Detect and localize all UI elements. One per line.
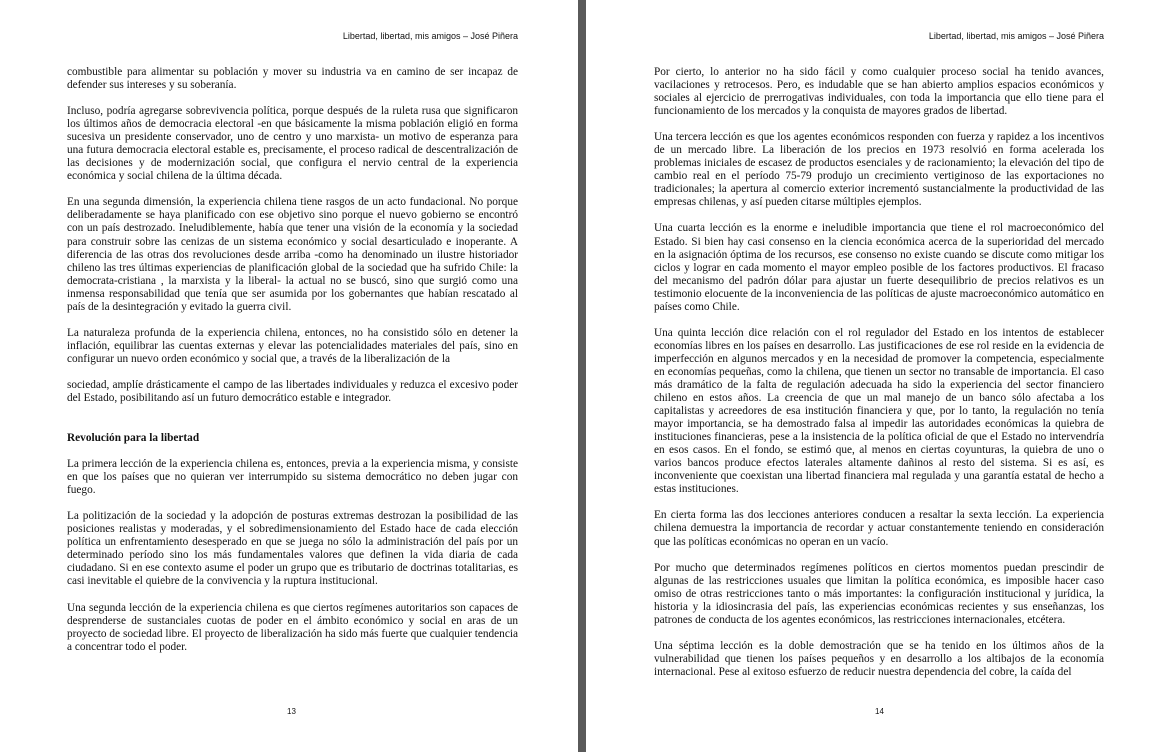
paragraph: Una segunda lección de la experiencia chilena es que ciertos regímenes autoritarios son capaces de desprenderse de sustanciales cuotas de poder en el ámbito económico y social en aras de un proyecto de sociedad libre. El proyecto de liberalización ha sido más fuerte que cualquier tendencia a concentrar todo el poder. bbox=[67, 601, 518, 653]
section-heading: Revolución para la libertad bbox=[67, 432, 200, 445]
paragraph: En cierta forma las dos lecciones anteriores conducen a resaltar la sexta lección. La experiencia chilena demuestra la importancia de recordar y actuar constantemente teniendo en consideración que las políticas económicas no operan en un vacío. bbox=[654, 509, 1104, 548]
paragraph: Incluso, podría agregarse sobrevivencia política, porque después de la ruleta rusa que significaron los últimos años de democracia electoral -en que básicamente la misma población eligió en forma sucesiva un presidente conservador, uno de centro y uno marxista- un motivo de esperanza para una futura democracia electoral estable es, precisamente, el proceso radical de descentralización de las decisiones y de modernización social, que configura el nervio central de la experiencia económica y social chilena de la última década. bbox=[67, 105, 518, 183]
page-number: 14 bbox=[875, 707, 884, 716]
paragraph: Por mucho que determinados regímenes políticos en ciertos momentos puedan prescindir de algunas de las restricciones usuales que limitan la política económica, es imposible hacer caso omiso de otras restricciones tanto o más importantes: la configuración institucional y jurídica, la historia y la idiosincrasia del país, las experiencias económicas recientes y sus enseñanzas, los patrones de conducta de los agentes económicos, las restricciones internacionales, etcétera. bbox=[654, 561, 1104, 626]
page-number: 13 bbox=[287, 707, 296, 716]
paragraph: Una quinta lección dice relación con el rol regulador del Estado en los intentos de establecer economías libres en los países en desarrollo. Las justificaciones de ese rol reside en la evidencia de imperfección en algunos mercados y en la necesidad de promover la competencia, especialmente en economías pequeñas, como la chilena, que tienen un sector no transable de importancia. El caso más dramático de la falta de regulación adecuada ha sido la experiencia del sector financiero chileno en estos años. La creencia de que un mal manejo de un banco sólo afectaba a los capitalistas y acreedores de esa institución financiera y que, por lo tanto, la regulación no tenía mayor importancia, se ha demostrado falsa al impedir las autoridades económicas la quiebra de instituciones financieras, pese a la insistencia de la política oficial de que el Estado no intervendría en esos casos. En el fondo, se estimó que, al menos en ciertas coyunturas, la quiebra de uno o varios bancos produce efectos laterales altamente dañinos al resto del sistema. Si es así, es inconveniente que coexistan una libertad financiera mal regulada y una garantía estatal de hecho a estas instituciones. bbox=[654, 326, 1104, 496]
paragraph: La primera lección de la experiencia chilena es, entonces, previa a la experiencia misma, y consiste en que los países que no quieran ver interrumpido su sistema democrático no deben jugar con fuego. bbox=[67, 458, 518, 497]
paragraph: combustible para alimentar su población y mover su industria va en camino de ser incapaz de defender sus intereses y su soberanía. bbox=[67, 66, 518, 92]
document-page-left bbox=[0, 0, 578, 752]
paragraph: Una cuarta lección es la enorme e ineludible importancia que tiene el rol macroeconómico del Estado. Si bien hay casi consenso en la ciencia económica acerca de la superioridad del mercado en la asignación óptima de los recursos, ese consenso no existe cuando se discute como mitigar los ciclos y lograr en cada momento el mayor empleo posible de los factores productivos. El fracaso del mecanismo del padrón dólar para ajustar un fuerte desequilibrio de precios relativos es un testimonio elocuente de la inconveniencia de las políticas de ajuste macroeconómico automático en países como Chile. bbox=[654, 222, 1104, 313]
paragraph: sociedad, amplíe drásticamente el campo de las libertades individuales y reduzca el excesivo poder del Estado, posibilitando así un futuro democrático estable e integrador. bbox=[67, 378, 518, 404]
page-body bbox=[67, 66, 518, 667]
page-divider bbox=[578, 0, 586, 752]
page-header: Libertad, libertad, mis amigos – José Piñera bbox=[342, 31, 518, 41]
paragraph: La politización de la sociedad y la adopción de posturas extremas destrozan la posibilidad de las posiciones realistas y moderadas, y el sobredimensionamiento del Estado hace de cada elección política un enfrentamiento desesperado en que se juega no sólo la administración del país por un determinado período sino los más fundamentales valores que definen la vida diaria de cada ciudadano. Si en ese contexto asume el poder un grupo que es tributario de doctrinas totalitarias, es casi inevitable el quiebre de la convivencia y la ruptura institucional. bbox=[67, 510, 518, 588]
paragraph: Una séptima lección es la doble demostración que se ha tenido en los últimos años de la vulnerabilidad que tienen los países pequeños y en desarrollo a los altibajos de la economía internacional. Pese al exitoso esfuerzo de reducir nuestra dependencia del cobre, la caída del bbox=[654, 639, 1104, 678]
paragraph: En una segunda dimensión, la experiencia chilena tiene rasgos de un acto fundacional. No porque deliberadamente se haya planificado con ese objetivo sino porque el nuevo gobierno se encontró con un país destrozado. Ineludiblemente, había que tener una visión de la economía y la sociedad para construir sobre las cenizas de un sistema económico y social desarticulado e inoperante. A diferencia de las otras dos revoluciones desde arriba -como ha denominado un ilustre historiador chileno las tres últimas experiencias de planificación global de la sociedad que ha sufrido Chile: la democrata-cristiana , la marxista y la liberal- la actual no se buscó, sino que surgió como una inmensa responsabilidad que tenía que ser asumida por los gobernantes que habían rescatado al país de la desintegración y evitado la guerra civil. bbox=[67, 196, 518, 313]
page-body bbox=[654, 66, 1104, 692]
page-header: Libertad, libertad, mis amigos – José Piñera bbox=[928, 31, 1104, 41]
document-page-right bbox=[586, 0, 1164, 752]
paragraph: Por cierto, lo anterior no ha sido fácil y como cualquier proceso social ha tenido avances, vacilaciones y retrocesos. Pero, es indudable que se han abierto amplios espacios económicos y sociales al ejercicio de prerrogativas individuales, con toda la importancia que ello tiene para el funcionamiento de los mercados y la conquista de mayores grados de libertad. bbox=[654, 66, 1104, 118]
paragraph: La naturaleza profunda de la experiencia chilena, entonces, no ha consistido sólo en detener la inflación, equilibrar las cuentas externas y elevar las potencialidades materiales del país, sino en configurar un nuevo orden económico y social que, a través de la liberalización de la bbox=[67, 326, 518, 365]
paragraph: Una tercera lección es que los agentes económicos responden con fuerza y rapidez a los incentivos de un mercado libre. La liberación de los precios en 1973 resolvió en forma acelerada los problemas iniciales de escasez de productos esenciales y de racionamiento; la elevación del tipo de cambio real en el período 75-79 produjo un crecimiento vertiginoso de las exportaciones no tradicionales; la apertura al comercio exterior incrementó sustancialmente la productividad de las empresas chilenas, y así pueden citarse múltiples ejemplos. bbox=[654, 131, 1104, 209]
